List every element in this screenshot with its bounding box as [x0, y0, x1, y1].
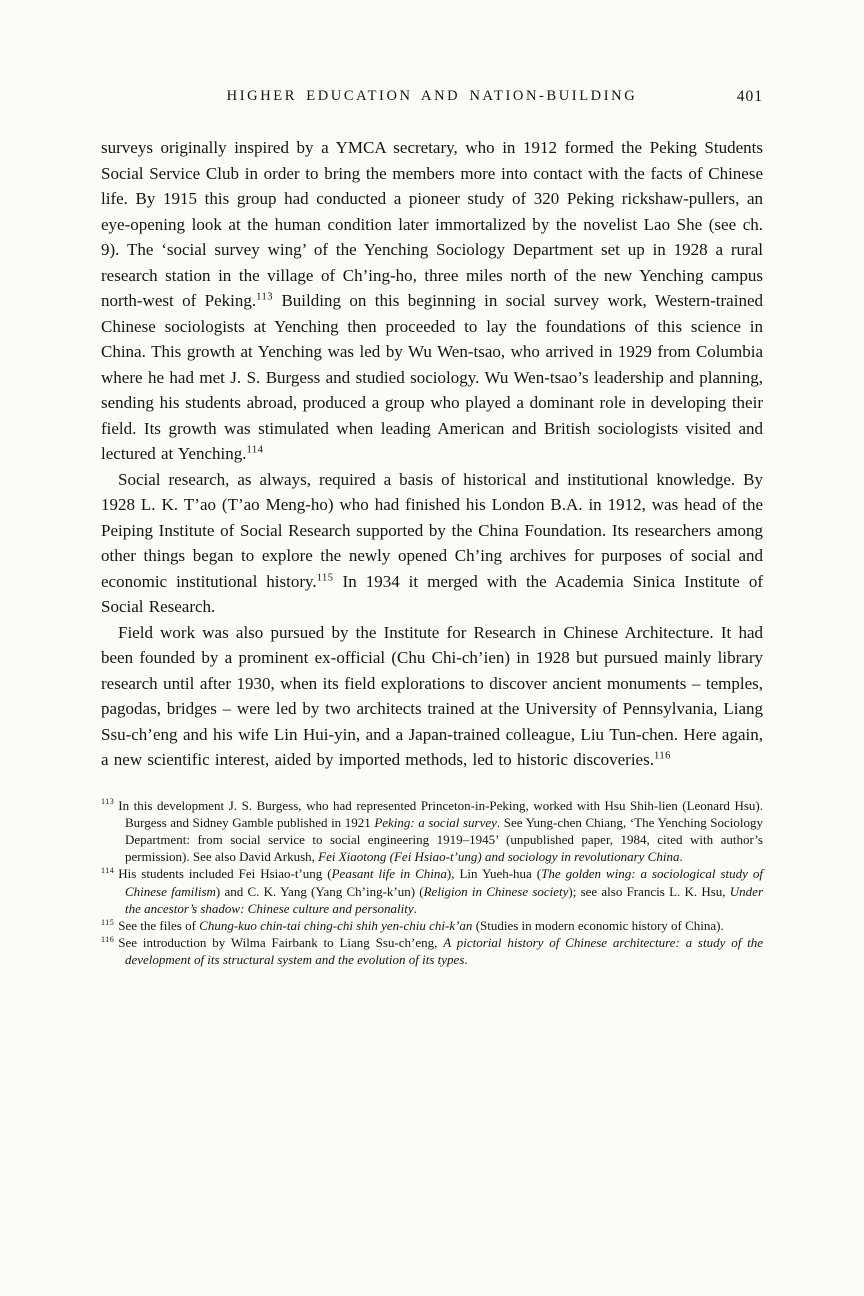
italic-title: Under the ancestor’s shadow: Chinese culture and personality: [125, 883, 763, 916]
footnote-ref: 114: [246, 444, 264, 456]
italic-title: Chung-kuo chin-tai ching-chi shih yen-chiu chi-k’an: [199, 917, 473, 933]
text-run: His students included Fei Hsiao-t’ung (: [118, 866, 332, 882]
footnote: [101, 865, 763, 917]
text-run: (Studies in modern economic history of China).: [472, 917, 724, 933]
text-run: surveys originally inspired by a YMCA secretary, who in 1912 formed the Peking Students Social Service Club in order to bring the members more into contact with the facts of Chinese life. By 1915 this group had conducted a pioneer study of 320 Peking rickshaw-pullers, an eye-opening look at the human condition later immortalized by the novelist Lao She (see ch. 9). The ‘social survey wing’ of the Yenching Sociology Department set up in 1928 a rural research station in the village of Ch’ing-ho, three miles north of the new Yenching campus north-west of Peking.: [101, 138, 763, 310]
footnote-number: 116: [101, 934, 115, 944]
text-run: . See Yung-chen Chiang, ‘The Yenching Sociology Department: from social service to social engineering 1919–1945’ (unpublished paper, 1984, cited with author’s permission). See also David Arkush,: [125, 814, 763, 865]
body-paragraphs: [101, 135, 763, 773]
footnote-number: 115: [101, 917, 115, 927]
footnote-number: 113: [101, 797, 115, 807]
italic-title: Peking: a social survey: [374, 814, 497, 830]
text-run: See introduction by Wilma Fairbank to Liang Ssu-ch’eng,: [118, 935, 444, 951]
italic-title: Peasant life in China: [331, 866, 447, 882]
italic-title: The golden wing: a sociological study of Chinese familism: [125, 866, 764, 899]
footnote: [101, 917, 763, 934]
text-run: Social research, as always, required a basis of historical and institutional knowledge. By 1928 L. K. T’ao (T’ao Meng-ho) who had finished his London B.A. in 1912, was head of the Peiping Institute of Social Research supported by the China Foundation. Its researchers among other things began to explore the newly opened Ch’ing archives for purposes of social and economic institutional history.: [101, 469, 763, 591]
footnote-number: 114: [101, 865, 115, 875]
page-number: 401: [736, 88, 763, 105]
running-head-title: HIGHER EDUCATION AND NATION-BUILDING: [226, 88, 638, 104]
text-run: .: [464, 952, 468, 968]
text-run: Building on this beginning in social survey work, Western-trained Chinese sociologists at Yenching then proceeded to lay the foundations of this science in China. This growth at Yenching was led by Wu Wen-tsao, who arrived in 1929 from Columbia where he had met J. S. Burgess and studied sociology. Wu Wen-tsao’s leadership and planning, sending his students abroad, produced a group who played a dominant role in developing their field. Its growth was stimulated when leading American and British sociologists visited and lectured at Yenching.: [101, 291, 763, 463]
paragraph: [101, 620, 763, 773]
text-run: See the files of: [118, 917, 200, 933]
paragraph: [101, 467, 763, 620]
footnote-ref: 116: [653, 750, 671, 762]
text-run: .: [413, 900, 417, 916]
text-run: In 1934 it merged with the Academia Sinica Institute of Social Research.: [101, 571, 763, 616]
page-header: [101, 88, 763, 108]
footnote-ref: 115: [316, 571, 334, 583]
text-run: ), Lin Yueh-hua (: [446, 866, 542, 882]
footnote: [101, 797, 763, 866]
text-run: ); see also Francis L. K. Hsu,: [568, 883, 730, 899]
paragraph: [101, 135, 763, 467]
text-run: ) and C. K. Yang (Yang Ch’ing-k’un) (: [215, 883, 424, 899]
text-run: .: [679, 849, 683, 865]
text-run: Field work was also pursued by the Institute for Research in Chinese Architecture. It had been founded by a prominent ex-official (Chu Chi-ch’ien) in 1928 but pursued mainly library research until after 1930, when its field explorations to discover ancient monuments – temples, pagodas, bridges – were led by two architects trained at the University of Pennsylvania, Liang Ssu-ch’eng and his wife Lin Hui-yin, and a Japan-trained colleague, Liu Tun-chen. Here again, a new scientific interest, aided by imported methods, led to historic discoveries.: [101, 622, 763, 769]
text-run: In this development J. S. Burgess, who had represented Princeton-in-Peking, worked with Hsu Shih-lien (Leonard Hsu). Burgess and Sidney Gamble published in 1921: [118, 797, 763, 830]
italic-title: A pictorial history of Chinese architecture: a study of the development of its structural system and the evolution of its types: [125, 935, 764, 968]
footnotes-section: [101, 797, 763, 969]
footnote: [101, 934, 763, 968]
italic-title: Religion in Chinese society: [423, 883, 569, 899]
italic-title: Fei Xiaotong (Fei Hsiao-t’ung) and sociology in revolutionary China: [318, 849, 680, 865]
footnote-ref: 113: [256, 291, 274, 303]
